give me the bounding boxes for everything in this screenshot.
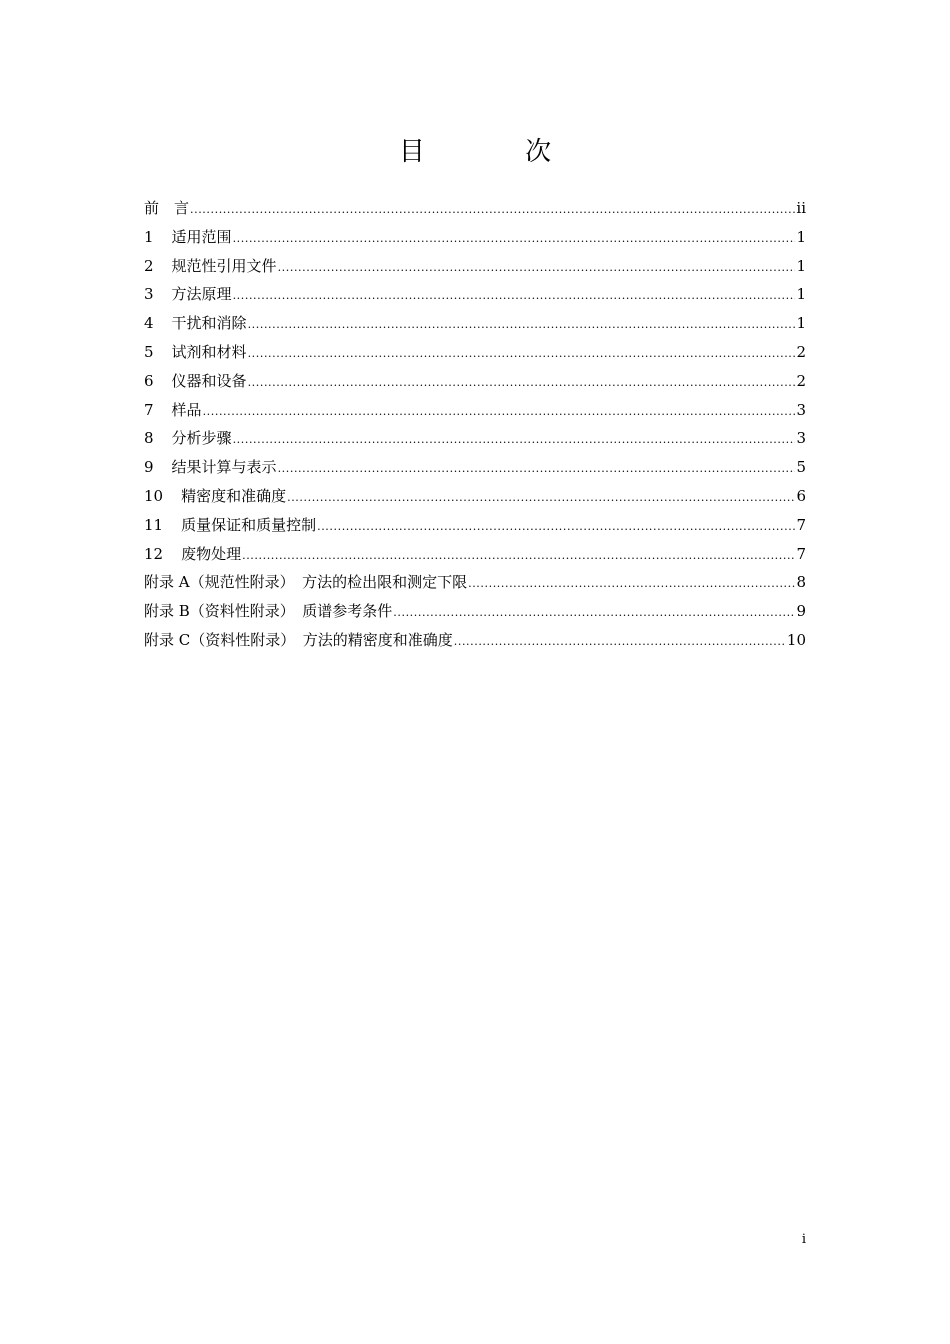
toc-entry-label: 方法原理 [171,285,232,304]
toc-entry-page: 7 [796,515,806,534]
toc-entry[interactable] [144,597,806,626]
toc-entry-number: 1 [144,227,154,246]
toc-entry-label: 试剂和材料 [171,342,247,361]
toc-entry-page: 1 [796,227,806,246]
toc-entry-number: 2 [144,256,154,275]
toc-entry[interactable] [144,453,806,482]
toc-leader-dots [393,599,795,628]
toc-entry[interactable] [144,511,806,540]
toc-entry-label: 样品 [171,400,202,419]
toc-entry[interactable] [144,396,806,425]
toc-entry-page: 1 [796,285,806,304]
toc-entry-label: 规范性引用文件 [171,256,277,275]
toc-entry-page: ii [796,199,806,217]
toc-entry-label: 质量保证和质量控制 [181,515,317,534]
toc-leader-dots [190,196,795,225]
toc-entry-page: 1 [796,256,806,275]
toc-entry-label: 结果计算与表示 [171,458,277,477]
toc-entry-page: 7 [796,544,806,563]
toc-entry-page: 3 [796,429,806,448]
toc-entry-number: 11 [144,515,164,534]
toc-entry[interactable] [144,367,806,396]
toc-leader-dots [248,311,796,340]
toc-entry-number: 8 [144,429,154,448]
toc-leader-dots [233,426,796,455]
toc-entry-page: 2 [796,342,806,361]
toc-entry-number: 5 [144,342,154,361]
toc-leader-dots [242,542,795,571]
toc-entry-label: 分析步骤 [171,429,232,448]
toc-leader-dots [317,513,795,542]
toc-leader-dots [233,225,796,254]
page-number: i [801,1232,806,1247]
toc-title: 目 次 [398,137,598,167]
toc-leader-dots [278,254,796,283]
toc-entry-page: 5 [796,458,806,477]
toc-entry[interactable] [144,482,806,511]
toc-entry[interactable] [144,280,806,309]
toc-entry-page: 9 [796,602,806,621]
toc-entry-label: 废物处理 [181,544,242,563]
toc-entry-label: 前 言 [144,199,190,217]
toc-entry-label: 干扰和消除 [171,314,247,333]
toc-entry[interactable] [144,424,806,453]
toc-leader-dots [203,398,796,427]
toc-entry-number: 9 [144,458,154,477]
toc-entry-number: 12 [144,544,164,563]
toc-entry-page: 8 [796,573,806,592]
toc-entry-label: 精密度和准确度 [181,486,287,505]
toc-entry-page: 10 [786,630,806,649]
toc-entry[interactable] [144,338,806,367]
toc-entry-number: 4 [144,314,154,333]
toc-entry-page: 2 [796,371,806,390]
toc-entry-label: 仪器和设备 [171,371,247,390]
toc-entry[interactable] [144,223,806,252]
toc-entry-label: 附录 A（规范性附录） 方法的检出限和测定下限 [144,573,468,592]
toc-leader-dots [233,282,796,311]
toc-entry-page: 1 [796,314,806,333]
toc-entry[interactable] [144,194,806,223]
toc-leader-dots [454,628,786,657]
toc-entry-page: 3 [796,400,806,419]
toc-entry-number: 3 [144,285,154,304]
toc-entry-label: 适用范围 [171,227,232,246]
toc-leader-dots [248,369,796,398]
table-of-contents [144,194,806,655]
toc-entry-page: 6 [796,486,806,505]
toc-entry[interactable] [144,540,806,569]
toc-entry-label: 附录 C（资料性附录） 方法的精密度和准确度 [144,630,453,649]
toc-entry-number: 10 [144,486,164,505]
toc-leader-dots [248,340,796,369]
toc-entry[interactable] [144,309,806,338]
toc-entry[interactable] [144,568,806,597]
toc-leader-dots [468,570,795,599]
toc-leader-dots [287,484,795,513]
toc-entry-number: 7 [144,400,154,419]
toc-entry-label: 附录 B（资料性附录） 质谱参考条件 [144,602,393,621]
toc-leader-dots [278,455,796,484]
toc-entry[interactable] [144,252,806,281]
toc-entry[interactable] [144,626,806,655]
toc-entry-number: 6 [144,371,154,390]
